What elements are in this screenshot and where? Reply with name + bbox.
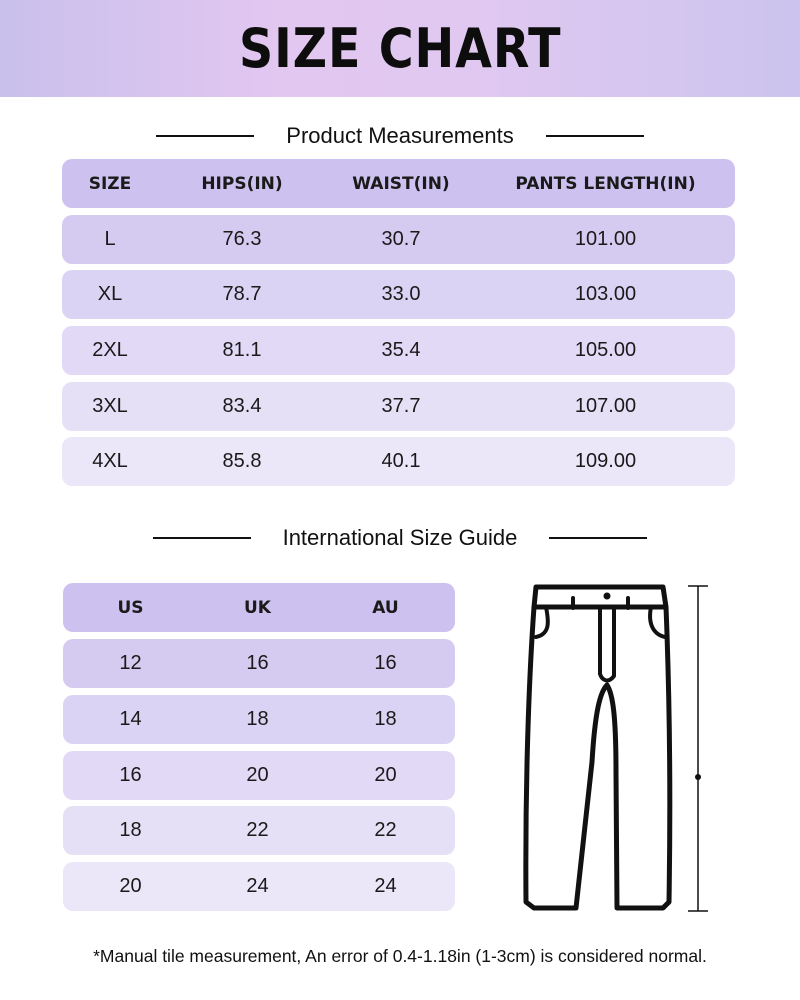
column-header-pants-length: PANTS LENGTH(IN) (515, 173, 696, 194)
hips-cell: 83.4 (222, 395, 262, 417)
us-size-cell: 16 (119, 764, 142, 786)
pants-length-cell: 109.00 (574, 450, 637, 472)
pants-length-cell: 103.00 (574, 283, 637, 305)
page-title: SIZE CHART (238, 17, 562, 80)
uk-size-cell: 24 (246, 875, 269, 897)
hips-cell: 76.3 (222, 228, 262, 250)
fly-line (600, 607, 614, 680)
table-row (62, 326, 735, 375)
table-row (63, 806, 455, 855)
waist-cell: 35.4 (381, 339, 421, 361)
column-header-us: US (117, 597, 144, 618)
hips-cell: 85.8 (222, 450, 262, 472)
waist-cell: 33.0 (381, 283, 421, 305)
table-header-row (63, 583, 455, 632)
size-cell: L (104, 228, 116, 250)
column-header-uk: UK (244, 597, 271, 618)
size-cell: 2XL (92, 339, 128, 361)
column-header-waist: WAIST(IN) (352, 173, 450, 194)
au-size-cell: 20 (374, 764, 397, 786)
table-row (63, 639, 455, 688)
table-row (63, 751, 455, 800)
waist-cell: 37.7 (381, 395, 421, 417)
hips-cell: 78.7 (222, 283, 262, 305)
au-size-cell: 18 (374, 708, 397, 730)
button-icon (604, 593, 611, 600)
heading-rule-left (153, 537, 251, 539)
column-header-size: SIZE (88, 173, 132, 194)
size-cell: 4XL (92, 450, 128, 472)
waist-cell: 40.1 (381, 450, 421, 472)
table-row (63, 862, 455, 911)
international-size-guide-title: International Size Guide (282, 525, 518, 550)
uk-size-cell: 18 (246, 708, 269, 730)
length-measure-line (686, 584, 710, 914)
us-size-cell: 20 (119, 875, 142, 897)
hips-cell: 81.1 (222, 339, 262, 361)
uk-size-cell: 22 (246, 819, 269, 841)
international-size-guide-heading (0, 523, 800, 553)
pants-length-cell: 107.00 (574, 395, 637, 417)
us-size-cell: 14 (119, 708, 142, 730)
waist-cell: 30.7 (381, 228, 421, 250)
pants-outline (526, 607, 670, 908)
waistband-outline (534, 587, 666, 607)
heading-rule-right (549, 537, 647, 539)
au-size-cell: 16 (374, 652, 397, 674)
us-size-cell: 18 (119, 819, 142, 841)
product-measurements-heading (0, 121, 800, 151)
us-size-cell: 12 (119, 652, 142, 674)
table-row (62, 382, 735, 431)
table-row (63, 695, 455, 744)
right-pocket (650, 607, 665, 637)
heading-rule-right (546, 135, 644, 137)
size-cell: 3XL (92, 395, 128, 417)
table-row (62, 270, 735, 319)
table-row (62, 215, 735, 264)
au-size-cell: 22 (374, 819, 397, 841)
size-cell: XL (97, 283, 123, 305)
pants-length-cell: 105.00 (574, 339, 637, 361)
product-measurements-title: Product Measurements (286, 123, 514, 148)
title-banner (0, 0, 800, 97)
uk-size-cell: 20 (246, 764, 269, 786)
pants-length-cell: 101.00 (574, 228, 637, 250)
table-header-row (62, 159, 735, 208)
measurement-footnote: *Manual tile measurement, An error of 0.4-1.18in (1-3cm) is considered normal. (93, 946, 707, 966)
uk-size-cell: 16 (246, 652, 269, 674)
au-size-cell: 24 (374, 875, 397, 897)
left-pocket (536, 607, 548, 637)
table-row (62, 437, 735, 486)
column-header-au: AU (372, 597, 399, 618)
column-header-hips: HIPS(IN) (201, 173, 283, 194)
heading-rule-left (156, 135, 254, 137)
